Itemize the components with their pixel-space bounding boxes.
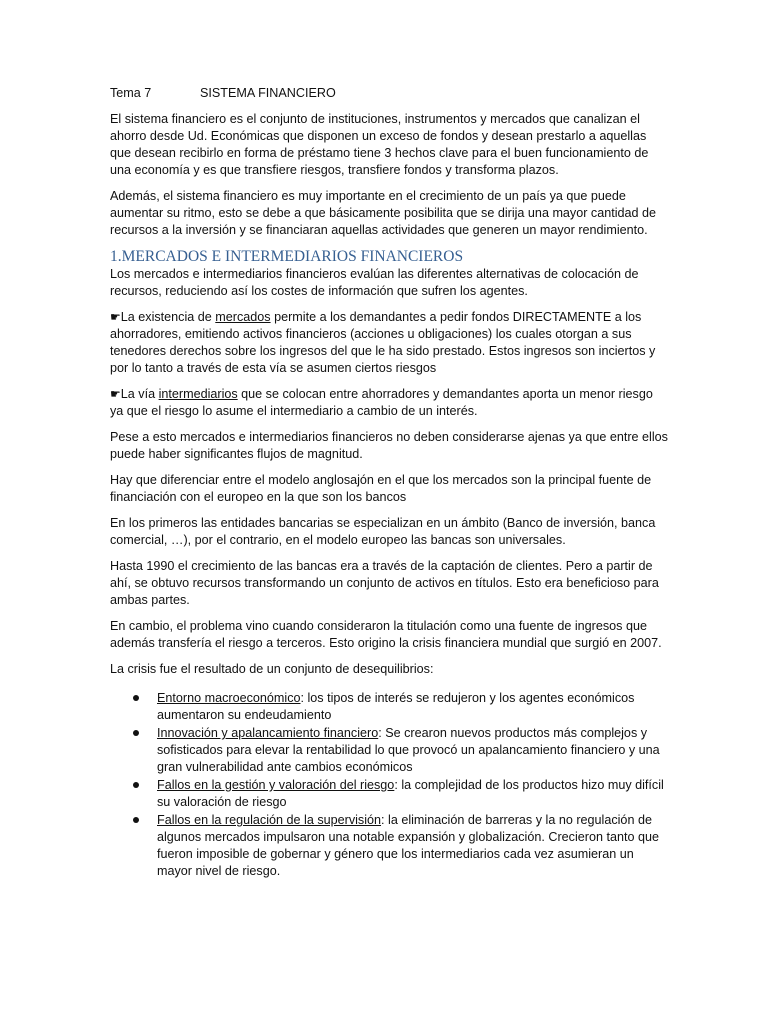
list-item-term: Innovación y apalancamiento financiero <box>157 726 379 740</box>
intro-paragraph-2: Además, el sistema financiero es muy importante en el crecimiento de un país ya que puede aumentar su ritmo, esto se debe a que básicamente posibilita que se dirija una mayor cantidad de recursos a la inversión y se financiaran aquellas actividades que generen un mayor rendimiento. <box>110 189 657 237</box>
body-paragraph: Hay que diferenciar entre el modelo anglosajón en el que los mercados son la principal fuente de financiación con el europeo en la que son los bancos <box>110 473 652 504</box>
mercados-paragraph <box>110 309 668 377</box>
section-heading: 1.MERCADOS E INTERMEDIARIOS FINANCIEROS <box>110 248 464 265</box>
intro-paragraph-1: El sistema financiero es el conjunto de instituciones, instrumentos y mercados que canalizan el ahorro desde Ud. Económicas que disponen un exceso de fondos y desean prestarlo a aquellas que desean recibirlo en forma de préstamo tiene 3 hechos clave para el buen funcionamiento de una economía y es que transfiere riesgos, transfiere fondos y transforma plazos. <box>110 112 649 177</box>
bullet-icon <box>133 730 139 736</box>
list-item-text: : Se crearon nuevos productos más complejos y sofisticados para elevar la rentabilidad lo que provocó un apalancamiento financiero y una gran vulnerabilidad ante cambios económicos <box>157 726 660 774</box>
list-item <box>110 690 668 724</box>
mercados-pre: La existencia de <box>120 310 216 324</box>
crisis-list <box>110 690 668 880</box>
document-title <box>110 85 668 102</box>
list-item-term: Entorno macroeconómico <box>157 691 301 705</box>
body-paragraph: Pese a esto mercados e intermediarios financieros no deben considerarse ajenas ya que entre ellos puede haber significantes flujos de magnitud. <box>110 430 668 461</box>
bullet-icon <box>133 695 139 701</box>
intermediarios-paragraph <box>110 386 668 420</box>
list-item-term: Fallos en la gestión y valoración del riesgo <box>157 778 395 792</box>
list-item-text: : los tipos de interés se redujeron y los agentes económicos aumentaron su endeudamiento <box>157 691 635 722</box>
intermediarios-term: intermediarios <box>158 387 238 401</box>
intermediarios-post: que se colocan entre ahorradores y demandantes aporta un menor riesgo ya que el riesgo lo asume el intermediario a cambio de un interés. <box>110 387 653 418</box>
body-paragraph: La crisis fue el resultado de un conjunto de desequilibrios: <box>110 662 434 676</box>
topic-title: SISTEMA FINANCIERO <box>200 86 336 100</box>
intermediarios-pre: La vía <box>120 387 159 401</box>
bullet-icon <box>133 782 139 788</box>
body-paragraph: Hasta 1990 el crecimiento de las bancas era a través de la captación de clientes. Pero a partir de ahí, se obtuvo recursos transformando un conjunto de activos en títulos. Esto era beneficioso para ambas partes. <box>110 559 659 607</box>
section-paragraph-1: Los mercados e intermediarios financieros evalúan las diferentes alternativas de colocación de recursos, reduciendo así los costes de información que sufren los agentes. <box>110 267 639 298</box>
body-paragraph: En los primeros las entidades bancarias se especializan en un ámbito (Banco de inversión, banca comercial, …), por el contrario, en el modelo europeo las bancas son universales. <box>110 516 656 547</box>
list-item-text: : la eliminación de barreras y la no regulación de algunos mercados impulsaron una notable expansión y globalización. Crecieron tanto que fueron imposible de gobernar y género que los intermediarios cada vez asumieran un mayor nivel de riesgo. <box>157 813 659 878</box>
list-item <box>110 812 668 880</box>
list-item-text: : la complejidad de los productos hizo muy difícil su valoración de riesgo <box>157 778 664 809</box>
pointing-hand-icon: ☚ <box>110 387 121 401</box>
pointing-hand-icon: ☚ <box>110 310 121 324</box>
mercados-post: permite a los demandantes a pedir fondos DIRECTAMENTE a los ahorradores, emitiendo activos financieros (acciones u obligaciones) los cuales otorgan a sus tenedores derechos sobre los ingresos del que le ha sido prestado. Estos ingresos son inciertos y por lo tanto a través de esta vía se asumen ciertos riesgos <box>110 310 656 375</box>
topic-number: Tema 7 <box>110 86 152 100</box>
list-item <box>110 777 668 811</box>
list-item <box>110 725 668 776</box>
body-paragraph: En cambio, el problema vino cuando consideraron la titulación como una fuente de ingresos que además transfería el riesgo a terceros. Esto origino la crisis financiera mundial que surgió en 2007. <box>110 619 662 650</box>
mercados-term: mercados <box>215 310 271 324</box>
list-item-term: Fallos en la regulación de la supervisión <box>157 813 382 827</box>
bullet-icon <box>133 817 139 823</box>
